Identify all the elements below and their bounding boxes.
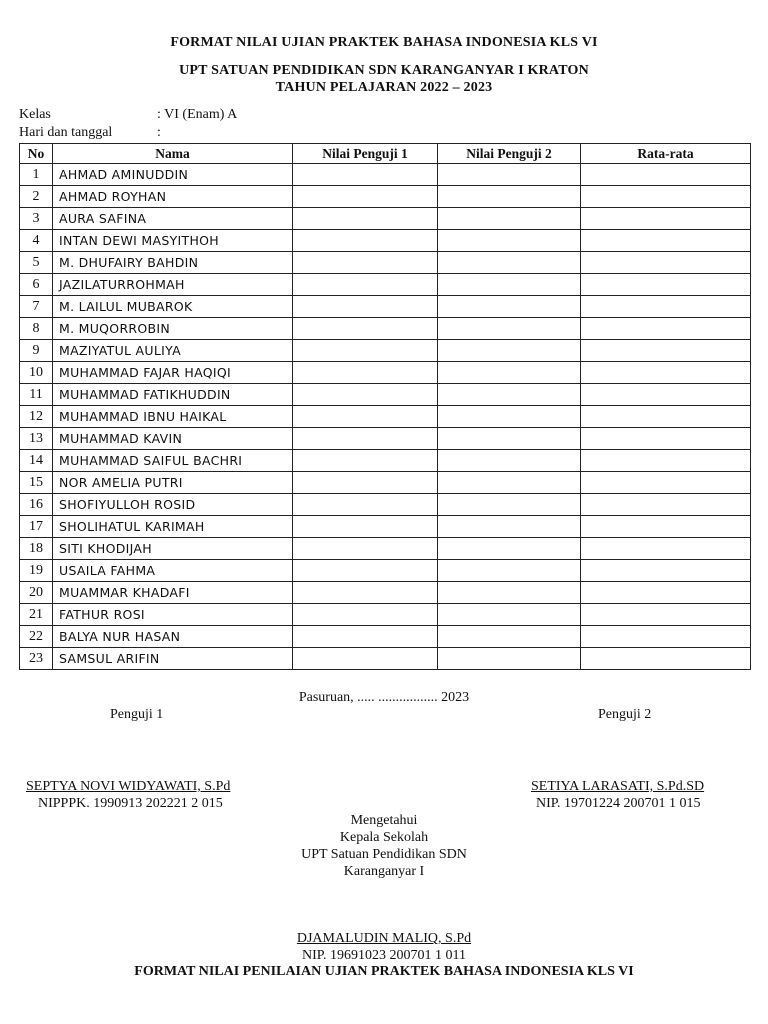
rata-rata-cell bbox=[581, 626, 751, 648]
rata-rata-cell bbox=[581, 406, 751, 428]
karanganyar-label: Karanganyar I bbox=[343, 864, 425, 879]
rata-rata-cell bbox=[581, 252, 751, 274]
rata-rata-cell bbox=[581, 648, 751, 670]
row-number: 3 bbox=[20, 208, 53, 230]
nilai-penguji-1-cell bbox=[293, 340, 438, 362]
row-number: 5 bbox=[20, 252, 53, 274]
kepala-sekolah-label: Kepala Sekolah bbox=[339, 830, 429, 845]
table-row bbox=[20, 538, 751, 560]
table-row bbox=[20, 560, 751, 582]
penguji-1-label: Penguji 1 bbox=[110, 707, 164, 722]
column-header-nama: Nama bbox=[53, 144, 293, 164]
table-row bbox=[20, 494, 751, 516]
rata-rata-cell bbox=[581, 516, 751, 538]
table-row bbox=[20, 472, 751, 494]
penguji-1-nip: NIPPPK. 1990913 202221 2 015 bbox=[38, 796, 223, 811]
academic-year: TAHUN PELAJARAN 2022 – 2023 bbox=[275, 80, 493, 95]
row-number: 13 bbox=[20, 428, 53, 450]
table-row bbox=[20, 318, 751, 340]
nilai-penguji-2-cell bbox=[438, 318, 581, 340]
student-name: AHMAD ROYHAN bbox=[53, 186, 293, 208]
upt-label: UPT Satuan Pendidikan SDN bbox=[301, 847, 467, 862]
student-name: JAZILATURROHMAH bbox=[53, 274, 293, 296]
nilai-penguji-2-cell bbox=[438, 560, 581, 582]
table-row bbox=[20, 626, 751, 648]
nilai-penguji-2-cell bbox=[438, 538, 581, 560]
row-number: 9 bbox=[20, 340, 53, 362]
nilai-penguji-2-cell bbox=[438, 604, 581, 626]
row-number: 16 bbox=[20, 494, 53, 516]
nilai-table bbox=[19, 143, 751, 670]
kelas-value: : VI (Enam) A bbox=[157, 107, 238, 122]
mengetahui-label: Mengetahui bbox=[350, 813, 418, 828]
penguji-2-name: SETIYA LARASATI, S.Pd.SD bbox=[531, 779, 705, 794]
column-header-nilai-penguji-1: Nilai Penguji 1 bbox=[293, 144, 438, 164]
student-name: MUHAMMAD SAIFUL BACHRI bbox=[53, 450, 293, 472]
nilai-penguji-1-cell bbox=[293, 538, 438, 560]
student-name: SAMSUL ARIFIN bbox=[53, 648, 293, 670]
kepala-sekolah-nip: NIP. 19691023 200701 1 011 bbox=[302, 948, 466, 963]
row-number: 4 bbox=[20, 230, 53, 252]
penguji-2-label: Penguji 2 bbox=[598, 707, 652, 722]
table-row bbox=[20, 296, 751, 318]
kelas-row bbox=[19, 107, 237, 123]
nilai-penguji-2-cell bbox=[438, 450, 581, 472]
rata-rata-cell bbox=[581, 428, 751, 450]
table-row bbox=[20, 274, 751, 296]
row-number: 7 bbox=[20, 296, 53, 318]
nilai-penguji-1-cell bbox=[293, 362, 438, 384]
student-name: MUHAMMAD KAVIN bbox=[53, 428, 293, 450]
nilai-penguji-2-cell bbox=[438, 428, 581, 450]
nilai-penguji-1-cell bbox=[293, 252, 438, 274]
hari-tanggal-label: Hari dan tanggal bbox=[19, 125, 113, 140]
rata-rata-cell bbox=[581, 384, 751, 406]
nilai-penguji-2-cell bbox=[438, 406, 581, 428]
nilai-penguji-1-cell bbox=[293, 648, 438, 670]
student-name: MAZIYATUL AULIYA bbox=[53, 340, 293, 362]
rata-rata-cell bbox=[581, 296, 751, 318]
rata-rata-cell bbox=[581, 604, 751, 626]
student-name: MUHAMMAD FATIKHUDDIN bbox=[53, 384, 293, 406]
nilai-penguji-2-cell bbox=[438, 516, 581, 538]
nilai-penguji-1-cell bbox=[293, 428, 438, 450]
table-row bbox=[20, 406, 751, 428]
kepala-sekolah-name-row bbox=[0, 930, 768, 947]
nilai-penguji-1-cell bbox=[293, 384, 438, 406]
student-name: SHOLIHATUL KARIMAH bbox=[53, 516, 293, 538]
student-name: AHMAD AMINUDDIN bbox=[53, 164, 293, 186]
table-header-row bbox=[20, 144, 751, 164]
nilai-penguji-2-cell bbox=[438, 626, 581, 648]
student-name: MUHAMMAD FAJAR HAQIQI bbox=[53, 362, 293, 384]
rata-rata-cell bbox=[581, 582, 751, 604]
row-number: 11 bbox=[20, 384, 53, 406]
rata-rata-cell bbox=[581, 472, 751, 494]
row-number: 2 bbox=[20, 186, 53, 208]
nilai-penguji-1-cell bbox=[293, 164, 438, 186]
table-row bbox=[20, 516, 751, 538]
nilai-penguji-1-cell bbox=[293, 274, 438, 296]
row-number: 20 bbox=[20, 582, 53, 604]
student-name: SHOFIYULLOH ROSID bbox=[53, 494, 293, 516]
table-row bbox=[20, 164, 751, 186]
nilai-penguji-2-cell bbox=[438, 384, 581, 406]
student-name: AURA SAFINA bbox=[53, 208, 293, 230]
row-number: 14 bbox=[20, 450, 53, 472]
row-number: 1 bbox=[20, 164, 53, 186]
column-header-no: No bbox=[20, 144, 53, 164]
nilai-penguji-2-cell bbox=[438, 340, 581, 362]
row-number: 6 bbox=[20, 274, 53, 296]
row-number: 21 bbox=[20, 604, 53, 626]
nilai-penguji-1-cell bbox=[293, 186, 438, 208]
place-date: Pasuruan, ..... ................. 2023 bbox=[298, 690, 470, 705]
nilai-penguji-1-cell bbox=[293, 318, 438, 340]
footer-title: FORMAT NILAI PENILAIAN UJIAN PRAKTEK BAHASA INDONESIA KLS VI bbox=[134, 964, 634, 979]
nilai-penguji-1-cell bbox=[293, 208, 438, 230]
table-row bbox=[20, 582, 751, 604]
row-number: 23 bbox=[20, 648, 53, 670]
table-row bbox=[20, 208, 751, 230]
student-name: INTAN DEWI MASYITHOH bbox=[53, 230, 293, 252]
nilai-penguji-1-cell bbox=[293, 582, 438, 604]
column-header-rata-rata: Rata-rata bbox=[581, 144, 751, 164]
table-row bbox=[20, 648, 751, 670]
table-row bbox=[20, 186, 751, 208]
row-number: 19 bbox=[20, 560, 53, 582]
table-row bbox=[20, 230, 751, 252]
nilai-penguji-2-cell bbox=[438, 230, 581, 252]
nilai-penguji-2-cell bbox=[438, 208, 581, 230]
rata-rata-cell bbox=[581, 560, 751, 582]
student-name: SITI KHODIJAH bbox=[53, 538, 293, 560]
rata-rata-cell bbox=[581, 186, 751, 208]
rata-rata-cell bbox=[581, 318, 751, 340]
kepala-sekolah-name: DJAMALUDIN MALIQ, S.Pd bbox=[296, 931, 472, 946]
student-name: BALYA NUR HASAN bbox=[53, 626, 293, 648]
nilai-penguji-2-cell bbox=[438, 186, 581, 208]
student-name: MUAMMAR KHADAFI bbox=[53, 582, 293, 604]
nilai-penguji-1-cell bbox=[293, 406, 438, 428]
nilai-penguji-1-cell bbox=[293, 604, 438, 626]
row-number: 18 bbox=[20, 538, 53, 560]
student-name: USAILA FAHMA bbox=[53, 560, 293, 582]
table-row bbox=[20, 252, 751, 274]
row-number: 12 bbox=[20, 406, 53, 428]
nilai-penguji-1-cell bbox=[293, 472, 438, 494]
nilai-penguji-2-cell bbox=[438, 274, 581, 296]
student-name: FATHUR ROSI bbox=[53, 604, 293, 626]
student-name: M. MUQORROBIN bbox=[53, 318, 293, 340]
table-row bbox=[20, 604, 751, 626]
rata-rata-cell bbox=[581, 450, 751, 472]
column-header-nilai-penguji-2: Nilai Penguji 2 bbox=[438, 144, 581, 164]
nilai-penguji-1-cell bbox=[293, 450, 438, 472]
table-row bbox=[20, 384, 751, 406]
rata-rata-cell bbox=[581, 362, 751, 384]
nilai-penguji-2-cell bbox=[438, 472, 581, 494]
rata-rata-cell bbox=[581, 164, 751, 186]
table-row bbox=[20, 340, 751, 362]
rata-rata-cell bbox=[581, 494, 751, 516]
nilai-penguji-1-cell bbox=[293, 230, 438, 252]
rata-rata-cell bbox=[581, 208, 751, 230]
hari-tanggal-row bbox=[19, 125, 161, 141]
student-name: M. LAILUL MUBAROK bbox=[53, 296, 293, 318]
row-number: 17 bbox=[20, 516, 53, 538]
student-name: M. DHUFAIRY BAHDIN bbox=[53, 252, 293, 274]
nilai-penguji-2-cell bbox=[438, 494, 581, 516]
nilai-penguji-1-cell bbox=[293, 516, 438, 538]
row-number: 15 bbox=[20, 472, 53, 494]
document-title: FORMAT NILAI UJIAN PRAKTEK BAHASA INDONESIA KLS VI bbox=[170, 35, 598, 50]
penguji-2-nip: NIP. 19701224 200701 1 015 bbox=[536, 796, 701, 811]
hari-tanggal-value: : bbox=[157, 125, 161, 140]
rata-rata-cell bbox=[581, 274, 751, 296]
nilai-penguji-2-cell bbox=[438, 582, 581, 604]
nilai-penguji-1-cell bbox=[293, 626, 438, 648]
rata-rata-cell bbox=[581, 230, 751, 252]
table-row bbox=[20, 428, 751, 450]
row-number: 8 bbox=[20, 318, 53, 340]
nilai-penguji-2-cell bbox=[438, 252, 581, 274]
nilai-penguji-2-cell bbox=[438, 648, 581, 670]
table-row bbox=[20, 450, 751, 472]
student-name: MUHAMMAD IBNU HAIKAL bbox=[53, 406, 293, 428]
nilai-penguji-1-cell bbox=[293, 494, 438, 516]
rata-rata-cell bbox=[581, 538, 751, 560]
student-name: NOR AMELIA PUTRI bbox=[53, 472, 293, 494]
row-number: 10 bbox=[20, 362, 53, 384]
nilai-penguji-2-cell bbox=[438, 164, 581, 186]
penguji-1-name: SEPTYA NOVI WIDYAWATI, S.Pd bbox=[26, 779, 231, 794]
kelas-label: Kelas bbox=[19, 107, 51, 122]
rata-rata-cell bbox=[581, 340, 751, 362]
school-name: UPT SATUAN PENDIDIKAN SDN KARANGANYAR I KRATON bbox=[179, 63, 589, 78]
table-row bbox=[20, 362, 751, 384]
nilai-penguji-1-cell bbox=[293, 296, 438, 318]
nilai-penguji-1-cell bbox=[293, 560, 438, 582]
nilai-penguji-2-cell bbox=[438, 296, 581, 318]
nilai-penguji-2-cell bbox=[438, 362, 581, 384]
row-number: 22 bbox=[20, 626, 53, 648]
